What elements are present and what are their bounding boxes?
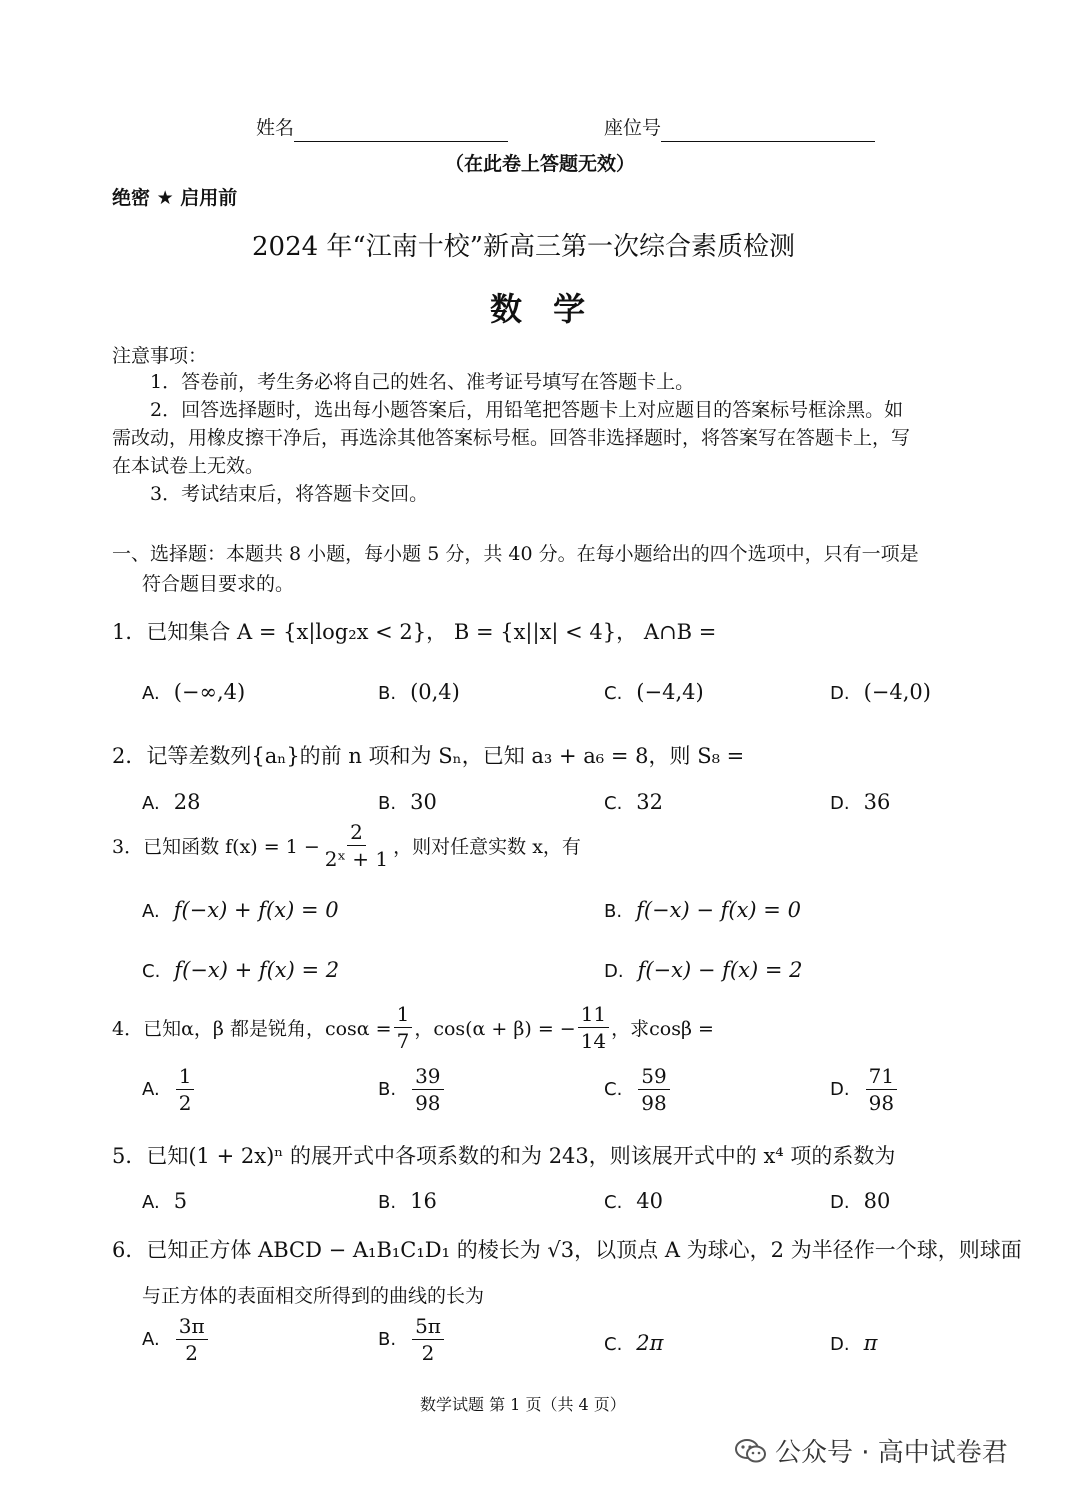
q2-option-c-value: 32 — [636, 790, 664, 814]
q5-option-b — [378, 1189, 437, 1213]
q4-fraction-2-den: 14 — [580, 1029, 607, 1053]
option-label: A. — [142, 901, 160, 922]
q4-option-c-fraction — [638, 1066, 669, 1113]
note-2-line-1: 2．回答选择题时，选出每小题答案后，用铅笔把答题卡上对应题目的答案标号框涂黑。如 — [150, 399, 904, 421]
section-1-heading: 一、选择题：本题共 8 小题，每小题 5 分，共 40 分。在每小题给出的四个选项中，只有一项是 — [112, 543, 919, 565]
option-label: D. — [830, 793, 850, 814]
q4-option-a-fraction — [176, 1066, 195, 1113]
option-label: D. — [604, 961, 624, 982]
option-label: A. — [142, 1079, 160, 1100]
q6-option-b — [378, 1316, 446, 1363]
q4-option-b-fraction — [412, 1066, 443, 1113]
name-label: 姓名 — [256, 117, 295, 139]
q4-a-den: 2 — [178, 1091, 192, 1115]
notes-heading: 注意事项： — [112, 345, 208, 367]
q5-option-c — [604, 1189, 663, 1213]
q2-stem: 2．记等差数列{aₙ}的前 n 项和为 Sₙ，已知 a₃ + a₆ = 8，则 S₈ = — [112, 744, 745, 768]
q1-option-d-value: (−4,0) — [863, 680, 931, 704]
q6-option-d — [830, 1331, 877, 1355]
q1-option-c — [604, 680, 704, 704]
q4-d-num: 71 — [866, 1066, 897, 1090]
note-1: 1．答卷前，考生务必将自己的姓名、准考证号填写在答题卡上。 — [150, 371, 695, 393]
option-label: B. — [378, 1329, 397, 1350]
name-field — [256, 114, 508, 142]
q6-a-den: 2 — [185, 1341, 199, 1365]
q6-option-c-value: 2π — [636, 1331, 664, 1355]
section-1-heading-cont: 符合题目要求的。 — [142, 573, 295, 595]
q4-b-num: 39 — [412, 1066, 443, 1090]
watermark — [735, 1432, 1008, 1469]
q3-fraction-num: 2 — [347, 822, 366, 846]
option-label: B. — [378, 683, 397, 704]
q4-a-num: 1 — [176, 1066, 195, 1090]
option-label: B. — [378, 1079, 397, 1100]
q1-option-c-value: (−4,4) — [636, 680, 704, 704]
q6-a-num: 3π — [176, 1316, 208, 1340]
option-label: A. — [142, 793, 160, 814]
q5-stem: 5．已知(1 + 2x)ⁿ 的展开式中各项系数的和为 243，则该展开式中的 x⁴ 项的系数为 — [112, 1144, 896, 1168]
invalid-note: （在此卷上答题无效） — [445, 153, 636, 175]
q4-c-den: 98 — [641, 1091, 667, 1115]
note-3: 3．考试结束后，将答题卡交回。 — [150, 483, 429, 505]
option-label: D. — [830, 1334, 850, 1355]
q4-option-d — [830, 1066, 899, 1113]
q2-option-d-value: 36 — [863, 790, 891, 814]
wechat-icon — [735, 1439, 767, 1463]
q2-option-a — [142, 790, 200, 814]
q4-option-c — [604, 1066, 672, 1113]
q6-option-d-value: π — [863, 1331, 878, 1355]
q3-option-c — [142, 958, 339, 982]
seat-blank — [661, 119, 875, 142]
q4-option-a — [142, 1066, 196, 1113]
option-label: D. — [830, 1192, 850, 1213]
page-footer: 数学试题 第 1 页（共 4 页） — [420, 1395, 626, 1414]
seat-label: 座位号 — [604, 117, 662, 139]
option-label: D. — [830, 1079, 850, 1100]
note-2-line-2: 需改动，用橡皮擦干净后，再选涂其他答案标号框。回答非选择题时，将答案写在答题卡上，写 — [112, 427, 911, 449]
q3-option-b — [604, 898, 801, 922]
q4-fraction-2-num: 11 — [578, 1004, 609, 1028]
q4-option-d-fraction — [866, 1066, 897, 1113]
q4-c-num: 59 — [638, 1066, 669, 1090]
q5-option-b-value: 16 — [410, 1189, 437, 1213]
option-label: A. — [142, 1329, 160, 1350]
name-blank — [294, 119, 508, 142]
option-label: C. — [142, 961, 161, 982]
q6-stem-line-1: 6．已知正方体 ABCD − A₁B₁C₁D₁ 的棱长为 √3，以顶点 A 为球心，2 为半径作一个球，则球面 — [112, 1238, 1022, 1262]
option-label: C. — [604, 683, 623, 704]
q3-option-a — [142, 898, 339, 922]
q1-stem: 1．已知集合 A = {x|log₂x < 2}， B = {x||x| < 4}， A∩B = — [112, 620, 717, 644]
q4-fraction-1-den: 7 — [396, 1029, 410, 1053]
q1-option-b — [378, 680, 460, 704]
note-2-line-3: 在本试卷上无效。 — [112, 455, 265, 477]
q3-option-d — [604, 958, 802, 982]
option-label: A. — [142, 1192, 160, 1213]
exam-title: 2024 年“江南十校”新高三第一次综合素质检测 — [252, 232, 796, 262]
q1-option-d — [830, 680, 931, 704]
q4-option-b — [378, 1066, 446, 1113]
option-label: A. — [142, 683, 160, 704]
q5-option-d — [830, 1189, 890, 1213]
q4-stem — [112, 1004, 714, 1051]
q3-stem — [112, 822, 581, 869]
q1-option-b-value: (0,4) — [410, 680, 460, 704]
q3-option-a-value: f(−x) + f(x) = 0 — [173, 898, 339, 922]
q3-stem-post: ，则对任意实数 x，有 — [393, 836, 581, 858]
q5-option-a-value: 5 — [173, 1189, 188, 1213]
q6-b-num: 5π — [412, 1316, 444, 1340]
q6-b-den: 2 — [421, 1341, 435, 1365]
q5-option-c-value: 40 — [636, 1189, 664, 1213]
q1-option-a-value: (−∞,4) — [173, 680, 246, 704]
q4-fraction-1 — [394, 1004, 413, 1051]
q4-b-den: 98 — [415, 1091, 441, 1115]
q4-stem-mid: ，cos(α + β) = − — [414, 1018, 576, 1040]
q6-option-a — [142, 1316, 210, 1363]
q3-option-b-value: f(−x) − f(x) = 0 — [636, 898, 801, 922]
q2-option-b — [378, 790, 437, 814]
option-label: B. — [378, 1192, 397, 1213]
option-label: D. — [830, 683, 850, 704]
q3-stem-pre: 3．已知函数 f(x) = 1 − — [112, 836, 320, 858]
watermark-text: 公众号 · 高中试卷君 — [775, 1438, 1008, 1468]
q4-stem-pre: 4．已知α，β 都是锐角，cosα = — [112, 1018, 392, 1040]
option-label: C. — [604, 1079, 623, 1100]
q4-stem-post: ，求cosβ = — [611, 1018, 714, 1040]
q6-option-a-fraction — [176, 1316, 208, 1363]
q4-fraction-2 — [578, 1004, 609, 1051]
q3-option-c-value: f(−x) + f(x) = 2 — [174, 958, 340, 982]
q2-option-d — [830, 790, 890, 814]
subject-title: 数 学 — [490, 290, 596, 328]
q6-option-c — [604, 1331, 663, 1355]
q5-option-a — [142, 1189, 187, 1213]
option-label: C. — [604, 1334, 623, 1355]
option-label: B. — [604, 901, 623, 922]
seat-field — [604, 114, 875, 142]
q5-option-d-value: 80 — [863, 1189, 891, 1213]
q6-stem-line-2: 与正方体的表面相交所得到的曲线的长为 — [142, 1285, 485, 1307]
q4-d-den: 98 — [868, 1091, 895, 1115]
option-label: B. — [378, 793, 397, 814]
option-label: C. — [604, 793, 623, 814]
q4-fraction-1-num: 1 — [394, 1004, 413, 1028]
q1-option-a — [142, 680, 245, 704]
q2-option-a-value: 28 — [173, 790, 201, 814]
q3-fraction — [322, 822, 391, 869]
q6-option-b-fraction — [412, 1316, 444, 1363]
q3-option-d-value: f(−x) − f(x) = 2 — [637, 958, 803, 982]
option-label: C. — [604, 1192, 623, 1213]
secret-mark: 绝密 ★ 启用前 — [112, 187, 238, 209]
q3-fraction-den: 2ˣ + 1 — [324, 847, 389, 871]
q2-option-c — [604, 790, 663, 814]
q2-option-b-value: 30 — [410, 790, 437, 814]
